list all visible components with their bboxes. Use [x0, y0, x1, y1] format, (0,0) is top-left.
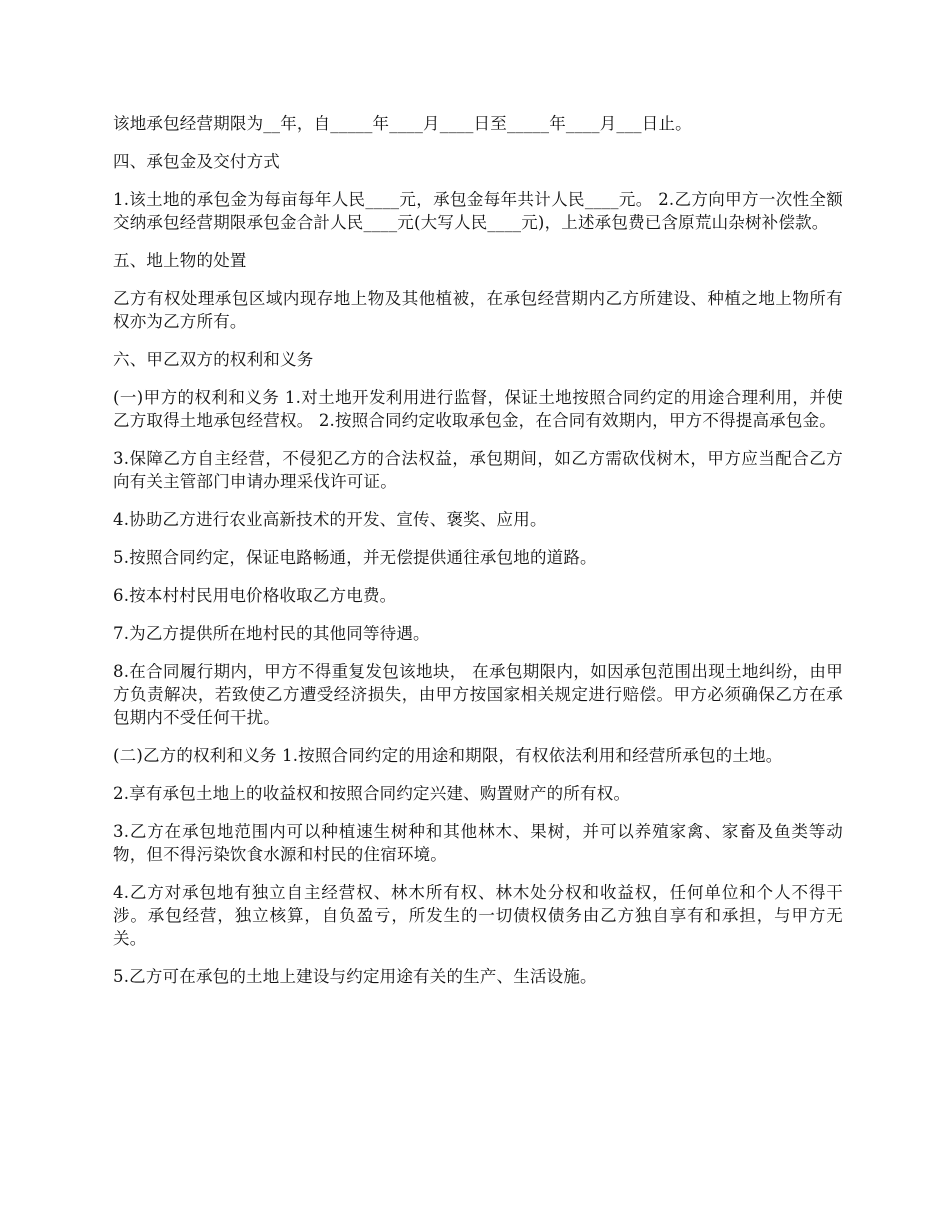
- party-b-item-5: 5.乙方可在承包的土地上建设与约定用途有关的生产、生活设施。: [113, 967, 597, 986]
- party-b-item-2: 2.享有承包土地上的收益权和按照合同约定兴建、购置财产的所有权。: [113, 784, 631, 803]
- party-a-item-5: 5.按照合同约定，保证电路畅通，并无偿提供通往承包地的道路。: [113, 548, 597, 567]
- ground-objects-paragraph: 乙方有权处理承包区域内现存地上物及其他植被，在承包经营期内乙方所建设、种植之地上物所有权亦为乙方所有。: [113, 289, 843, 331]
- contract-term-paragraph: 该地承包经营期限为__年，自_____年____月____日至_____年____月___日止。: [113, 114, 692, 133]
- party-a-item-3: 3.保障乙方自主经营，不侵犯乙方的合法权益，承包期间，如乙方需砍伐树木，甲方应当配合乙方向有关主管部门申请办理采伐许可证。: [113, 449, 843, 491]
- section-heading-ground-objects: 五、地上物的处置: [113, 251, 247, 270]
- party-a-item-4: 4.协助乙方进行农业高新技术的开发、宣传、褒奖、应用。: [113, 510, 547, 529]
- party-a-rights-paragraph: (一)甲方的权利和义务 1.对土地开发利用进行监督，保证土地按照合同约定的用途合理利用，并使乙方取得土地承包经营权。 2.按照合同约定收取承包金，在合同有效期内，甲方不得提高承包金。: [113, 388, 843, 430]
- party-a-item-6: 6.按本村村民用电价格收取乙方电费。: [113, 586, 397, 605]
- party-a-item-7: 7.为乙方提供所在地村民的其他同等待遇。: [113, 624, 430, 643]
- payment-paragraph: 1.该土地的承包金为每亩每年人民____元，承包金每年共计人民____元。 2.乙方向甲方一次性全额交纳承包经营期限承包金合計人民____元(大写人民____元)，上述承包费已含原荒山杂树补偿款。: [113, 190, 843, 232]
- party-a-item-8: 8.在合同履行期内，甲方不得重复发包该地块， 在承包期限内，如因承包范围出现土地纠纷，由甲方负责解决，若致使乙方遭受经济损失，由甲方按国家相关规定进行赔偿。甲方必须确保乙方在承包期内不受任何干扰。: [113, 662, 843, 727]
- section-heading-payment: 四、承包金及交付方式: [113, 152, 280, 171]
- document-body: [113, 112, 843, 1003]
- party-b-item-4: 4.乙方对承包地有独立自主经营权、林木所有权、林木处分权和收益权，任何单位和个人不得干涉。承包经营，独立核算，自负盈亏，所发生的一切债权债务由乙方独自享有和承担，与甲方无关。: [113, 883, 843, 948]
- section-heading-rights-duties: 六、甲乙双方的权利和义务: [113, 350, 314, 369]
- party-b-rights-paragraph: (二)乙方的权利和义务 1.按照合同约定的用途和期限，有权依法利用和经营所承包的土地。: [113, 746, 783, 765]
- party-b-item-3: 3.乙方在承包地范围内可以种植速生树种和其他林木、果树，并可以养殖家禽、家畜及鱼类等动物，但不得污染饮食水源和村民的住宿环境。: [113, 822, 843, 864]
